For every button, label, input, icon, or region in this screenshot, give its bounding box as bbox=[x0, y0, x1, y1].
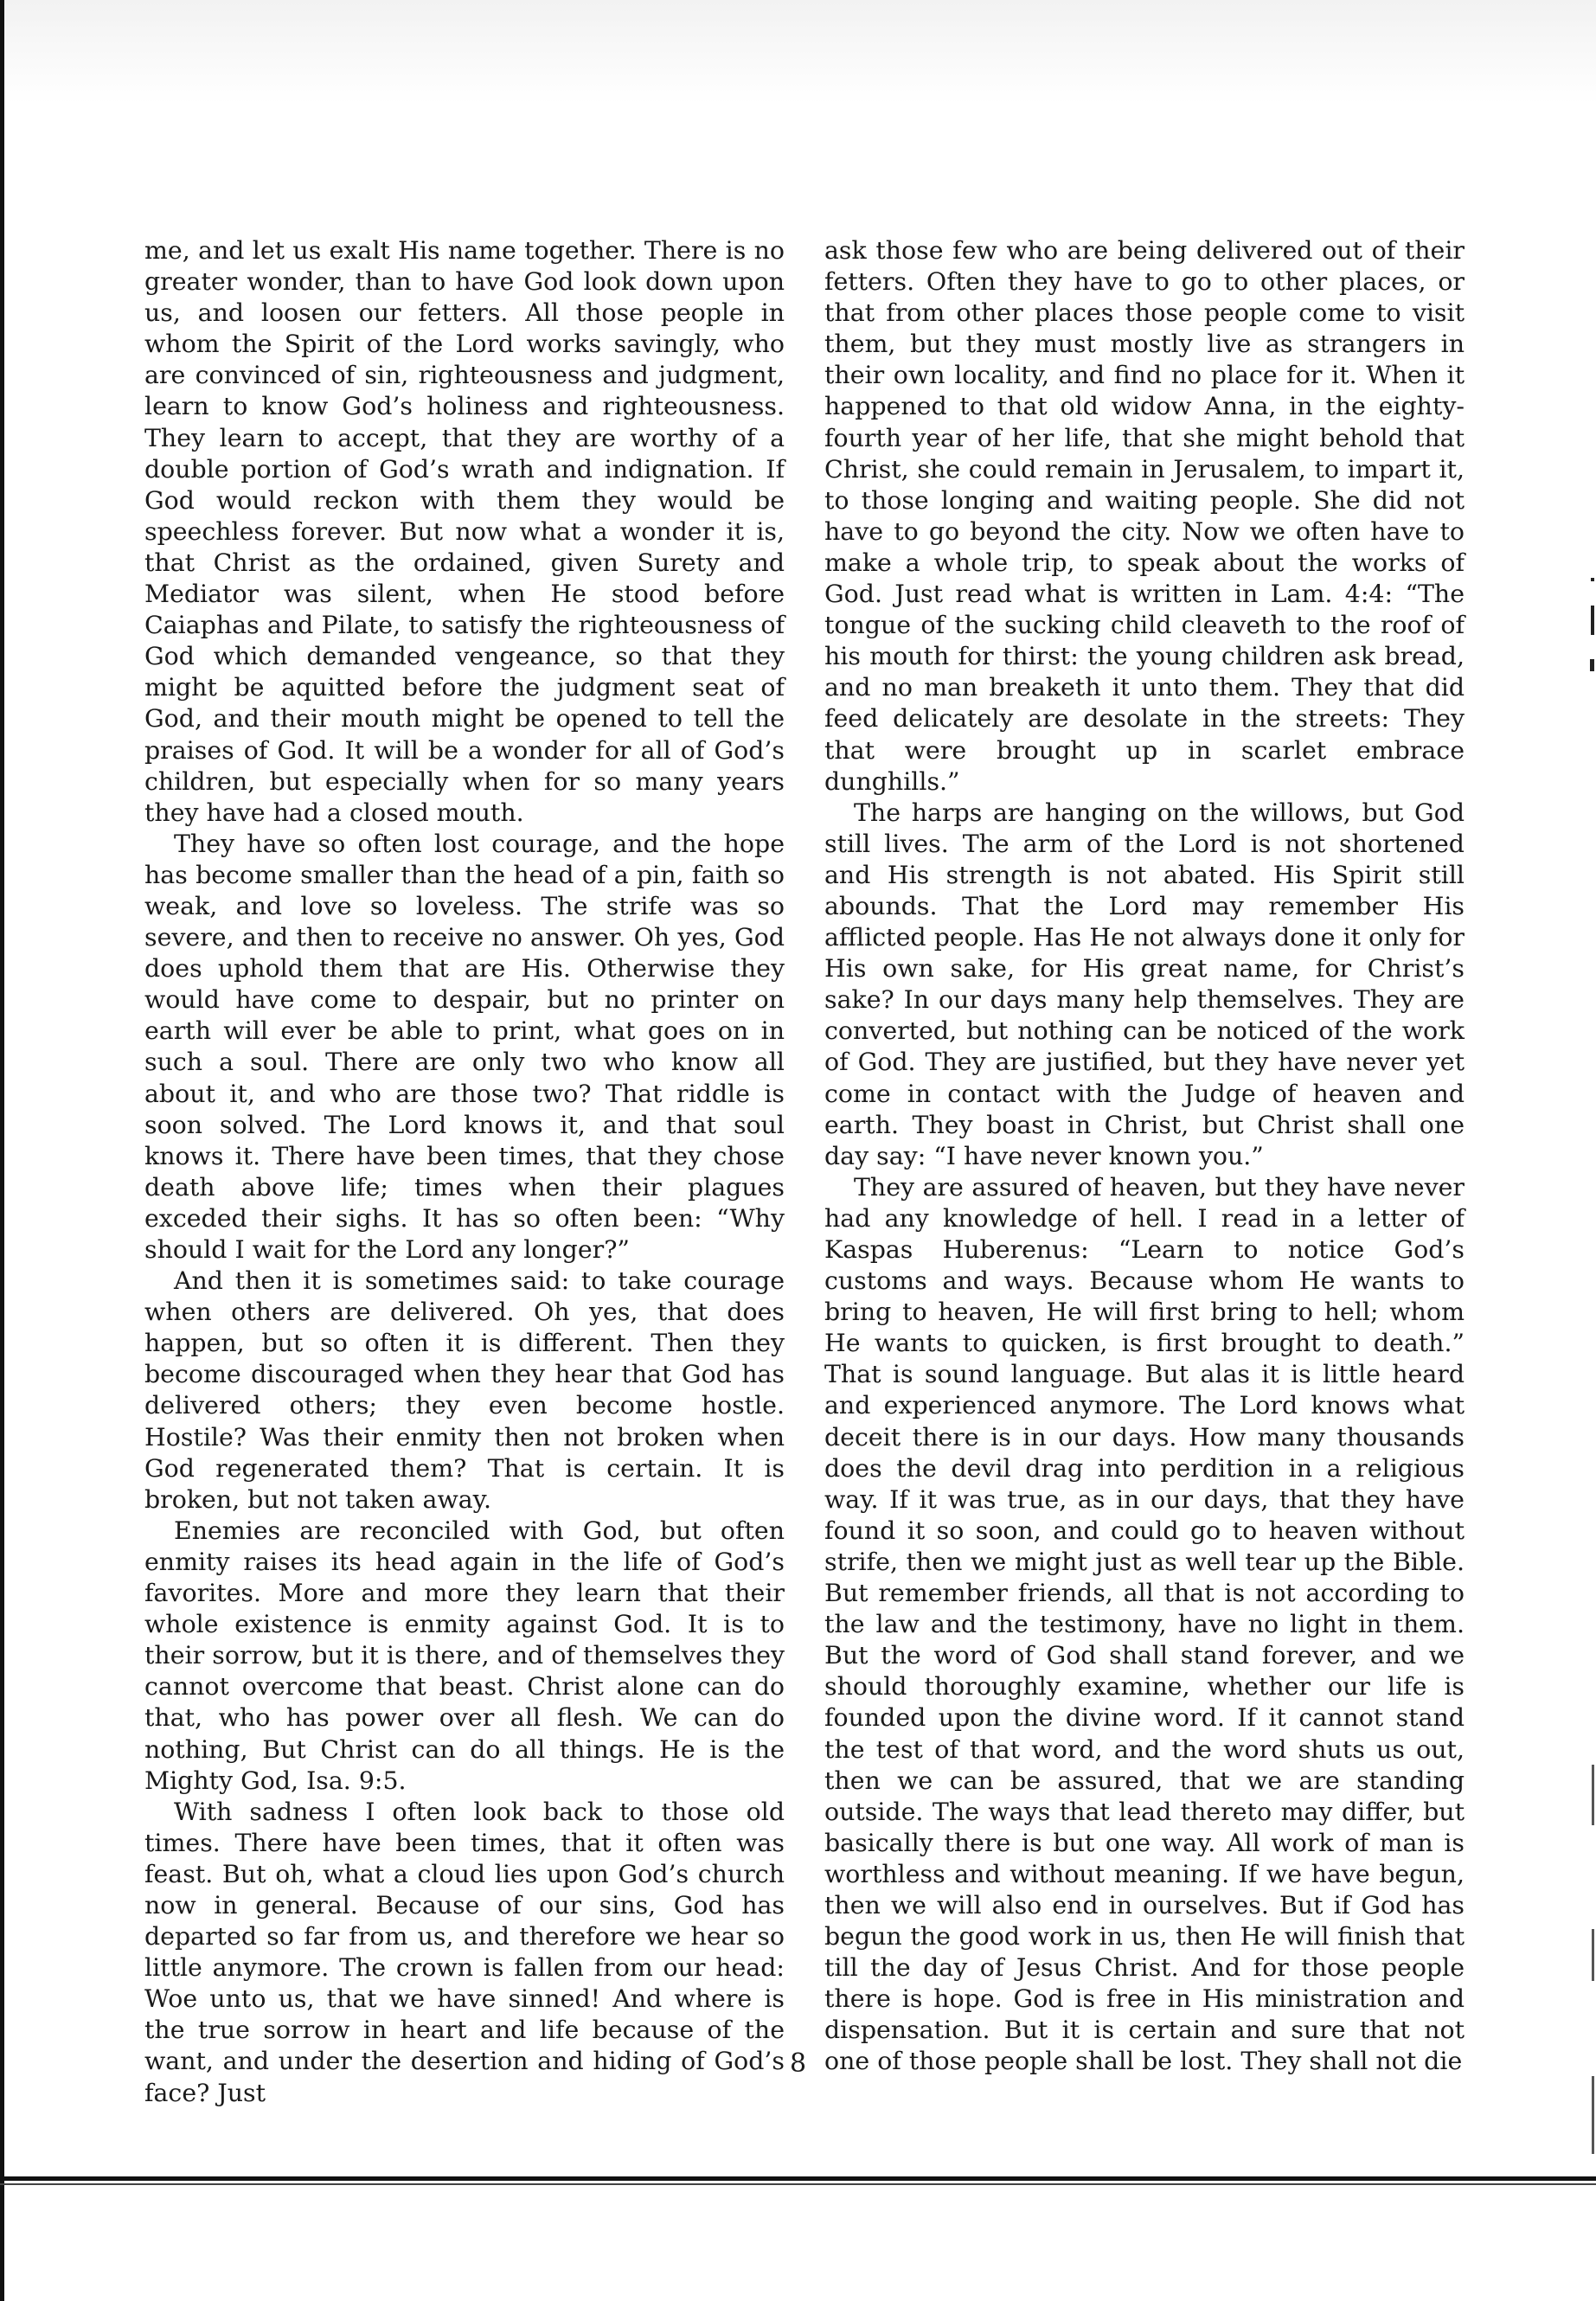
scan-bottom-rule bbox=[0, 2183, 1596, 2185]
scan-bottom-rule bbox=[0, 2176, 1596, 2181]
scan-mark bbox=[1592, 1765, 1594, 1825]
paragraph: ask those few who are being delivered out of their fetters. Often they have to go to other places, or that from other places those people come to visit them, but they must mostly live as strangers in their own locality, and find no place for it. When it happened to that old widow Anna, in the eighty-fourth year of her life, that she might behold that Christ, she could remain in Jerusalem, to impart it, to those longing and waiting people. She did not have to go beyond the city. Now we often have to make a whole trip, to speak about the works of God. Just read what is written in Lam. 4:4: “The tongue of the sucking child cleaveth to the roof of his mouth for thirst: the young children ask bread, and no man breaketh it unto them. They that did feed delicately are desolate in the streets: They that were brought up in scarlet embrace dunghills.” bbox=[824, 236, 1465, 796]
paragraph: Enemies are reconciled with God, but often enmity raises its head again in the life of God’s favorites. More and more they learn that their whole existence is enmity against God. It is to their sorrow, but it is there, and of themselves they cannot overcome that beast. Christ alone can do that, who has power over all flesh. We can do nothing, But Christ can do all things. He is the Mighty God, Isa. 9:5. bbox=[144, 1516, 785, 1795]
paragraph: They have so often lost courage, and the hope has become smaller than the head of a pin, faith so weak, and love so loveless. The strife was so severe, and then to receive no answer. Oh yes, God does uphold them that are His. Otherwise they would have come to despair, but no printer on earth will ever be able to print, what goes on in such a soul. There are only two who know all about it, and who are those two? That riddle is soon solved. The Lord knows it, and that soul knows it. There have been times, that they chose death above life; times when their plagues exceded their sighs. It has so often been: “Why should I wait for the Lord any longer?” bbox=[144, 829, 785, 1264]
paragraph: With sadness I often look back to those old times. There have been times, that it often was feast. But oh, what a cloud lies upon God’s church now in general. Because of our sins, God has departed so far from us, and therefore we hear so little anymore. The crown is fallen from our head: Woe unto us, that we have sinned! And where is the true sorrow in heart and life because of the want, and under the desertion and hiding of God’s face? Just bbox=[144, 1797, 785, 2107]
right-column bbox=[824, 235, 1465, 2078]
scan-mark bbox=[1591, 606, 1594, 635]
scan-left-edge bbox=[0, 0, 4, 2301]
page-number: 8 bbox=[789, 2048, 807, 2079]
left-column bbox=[144, 235, 785, 2109]
paragraph: The harps are hanging on the willows, but God still lives. The arm of the Lord is not shortened and His strength is not abated. His Spirit still abounds. That the Lord may remember His afflicted people. Has He not always done it only for His own sake, for His great name, for Christ’s sake? In our days many help themselves. They are converted, but nothing can be noticed of the work of God. They are justified, but they have never yet come in contact with the Judge of heaven and earth. They boast in Christ, but Christ shall one day say: “I have never known you.” bbox=[824, 798, 1465, 1170]
scan-mark bbox=[1591, 578, 1594, 581]
paragraph: me, and let us exalt His name together. There is no greater wonder, than to have God look down upon us, and loosen our fetters. All those people in whom the Spirit of the Lord works savingly, who are convinced of sin, righteousness and judgment, learn to know God’s holiness and righteousness. They learn to accept, that they are worthy of a double portion of God’s wrath and indignation. If God would reckon with them they would be speechless forever. But now what a wonder it is, that Christ as the ordained, given Surety and Mediator was silent, when He stood before Caiaphas and Pilate, to satisfy the righteousness of God which demanded vengeance, so that they might be aquitted before the judgment seat of God, and their mouth might be opened to tell the praises of God. It will be a wonder for all of God’s children, but especially when for so many years they have had a closed mouth. bbox=[144, 236, 785, 827]
scan-mark bbox=[1592, 1929, 1594, 1981]
scan-mark bbox=[1590, 659, 1594, 671]
paragraph: They are assured of heaven, but they have never had any knowledge of hell. I read in a letter of Kaspas Huberenus: “Learn to notice God’s customs and ways. Because whom He wants to bring to heaven, He will first bring to hell; whom He wants to quicken, is first brought to death.” That is sound language. But alas it is little heard and experienced anymore. The Lord knows what deceit there is in our days. How many thousands does the devil drag into perdition in a religious way. If it was true, as in our days, that they have found it so soon, and could go to heaven without strife, then we might just as well tear up the Bible. But remember friends, all that is not according to the law and the testimony, have no light in them. But the word of God shall stand forever, and we should thoroughly examine, whether our life is founded upon the divine word. If it cannot stand the test of that word, and the word shuts us out, then we can be assured, that we are standing outside. The ways that lead thereto may differ, but basically there is but one way. All work of man is worthless and without meaning. If we have begun, then we will also end in ourselves. But if God has begun the good work in us, then He will finish that till the day of Jesus Christ. And for those people there is hope. God is free in His ministration and dispensation. But it is certain and sure that not one of those people shall be lost. They shall not die bbox=[824, 1172, 1465, 2076]
paragraph: And then it is sometimes said: to take courage when others are delivered. Oh yes, that does happen, but so often it is different. Then they become discouraged when they hear that God has delivered others; they even become hostle. Hostile? Was their enmity then not broken when God regenerated them? That is certain. It is broken, but not taken away. bbox=[144, 1266, 785, 1514]
scan-top-shade bbox=[4, 0, 1596, 104]
scan-mark bbox=[1592, 2076, 1594, 2154]
